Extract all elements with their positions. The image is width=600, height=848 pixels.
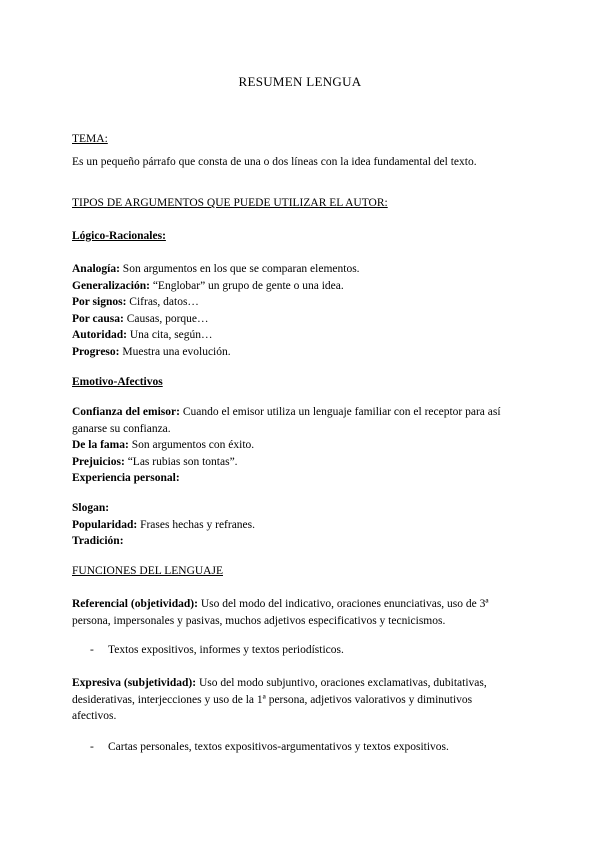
- list-item: Slogan:: [72, 502, 110, 514]
- bullet-marker: -: [90, 644, 94, 656]
- funciones-heading: FUNCIONES DEL LENGUAJE: [72, 565, 223, 577]
- list-item: Progreso: Muestra una evolución.: [72, 345, 231, 358]
- referencial-paragraph: Referencial (objetividad): Uso del modo del indicativo, oraciones enunciativas, uso de 3ª persona, impersonales y pasivas, muchos adjetivos especificativos y tecnicismos.: [72, 598, 489, 627]
- list-item: Analogía: Son argumentos en los que se comparan elementos.: [72, 263, 360, 275]
- expresiva-paragraph: Expresiva (subjetividad): Uso del modo subjuntivo, oraciones exclamativas, dubitativas, desiderativas, interjecciones y uso de la 1ª persona, adjetivos valorativos y diminutivos afectivos.: [72, 677, 487, 722]
- expresiva-bullet: Cartas personales, textos expositivos-argumentativos y textos expositivos.: [108, 741, 449, 753]
- tipos-heading: TIPOS DE ARGUMENTOS QUE PUEDE UTILIZAR EL AUTOR:: [72, 197, 388, 209]
- list-item-continuation: ganarse su confianza.: [72, 422, 171, 435]
- emotivo-list: [72, 404, 532, 487]
- list-item: Prejuicios: “Las rubias son tontas”.: [72, 455, 238, 468]
- page-title: RESUMEN LENGUA: [238, 74, 362, 89]
- list-item: Popularidad: Frases hechas y refranes.: [72, 518, 256, 531]
- logico-heading: Lógico-Racionales:: [72, 230, 166, 242]
- list-item: Tradición:: [72, 535, 124, 547]
- emotivo-list-2: [72, 500, 532, 550]
- referencial-bullet: Textos expositivos, informes y textos periodísticos.: [108, 644, 344, 656]
- list-item: De la fama: Son argumentos con éxito.: [72, 439, 255, 451]
- list-item: Experiencia personal:: [72, 472, 180, 484]
- list-item: Confianza del emisor: Cuando el emisor utiliza un lenguaje familiar con el receptor para así: [72, 406, 501, 418]
- tema-heading: TEMA:: [72, 133, 108, 145]
- list-item: Generalización: “Englobar” un grupo de gente o una idea.: [72, 279, 344, 292]
- list-item: Por causa: Causas, porque…: [72, 312, 209, 325]
- logico-list: [72, 261, 532, 360]
- list-item: Autoridad: Una cita, según…: [72, 329, 213, 341]
- list-item: Por signos: Cifras, datos…: [72, 296, 199, 308]
- tema-text: Es un pequeño párrafo que consta de una o dos líneas con la idea fundamental del texto.: [72, 156, 477, 168]
- bullet-marker: -: [90, 741, 94, 753]
- emotivo-heading: Emotivo-Afectivos: [72, 376, 163, 388]
